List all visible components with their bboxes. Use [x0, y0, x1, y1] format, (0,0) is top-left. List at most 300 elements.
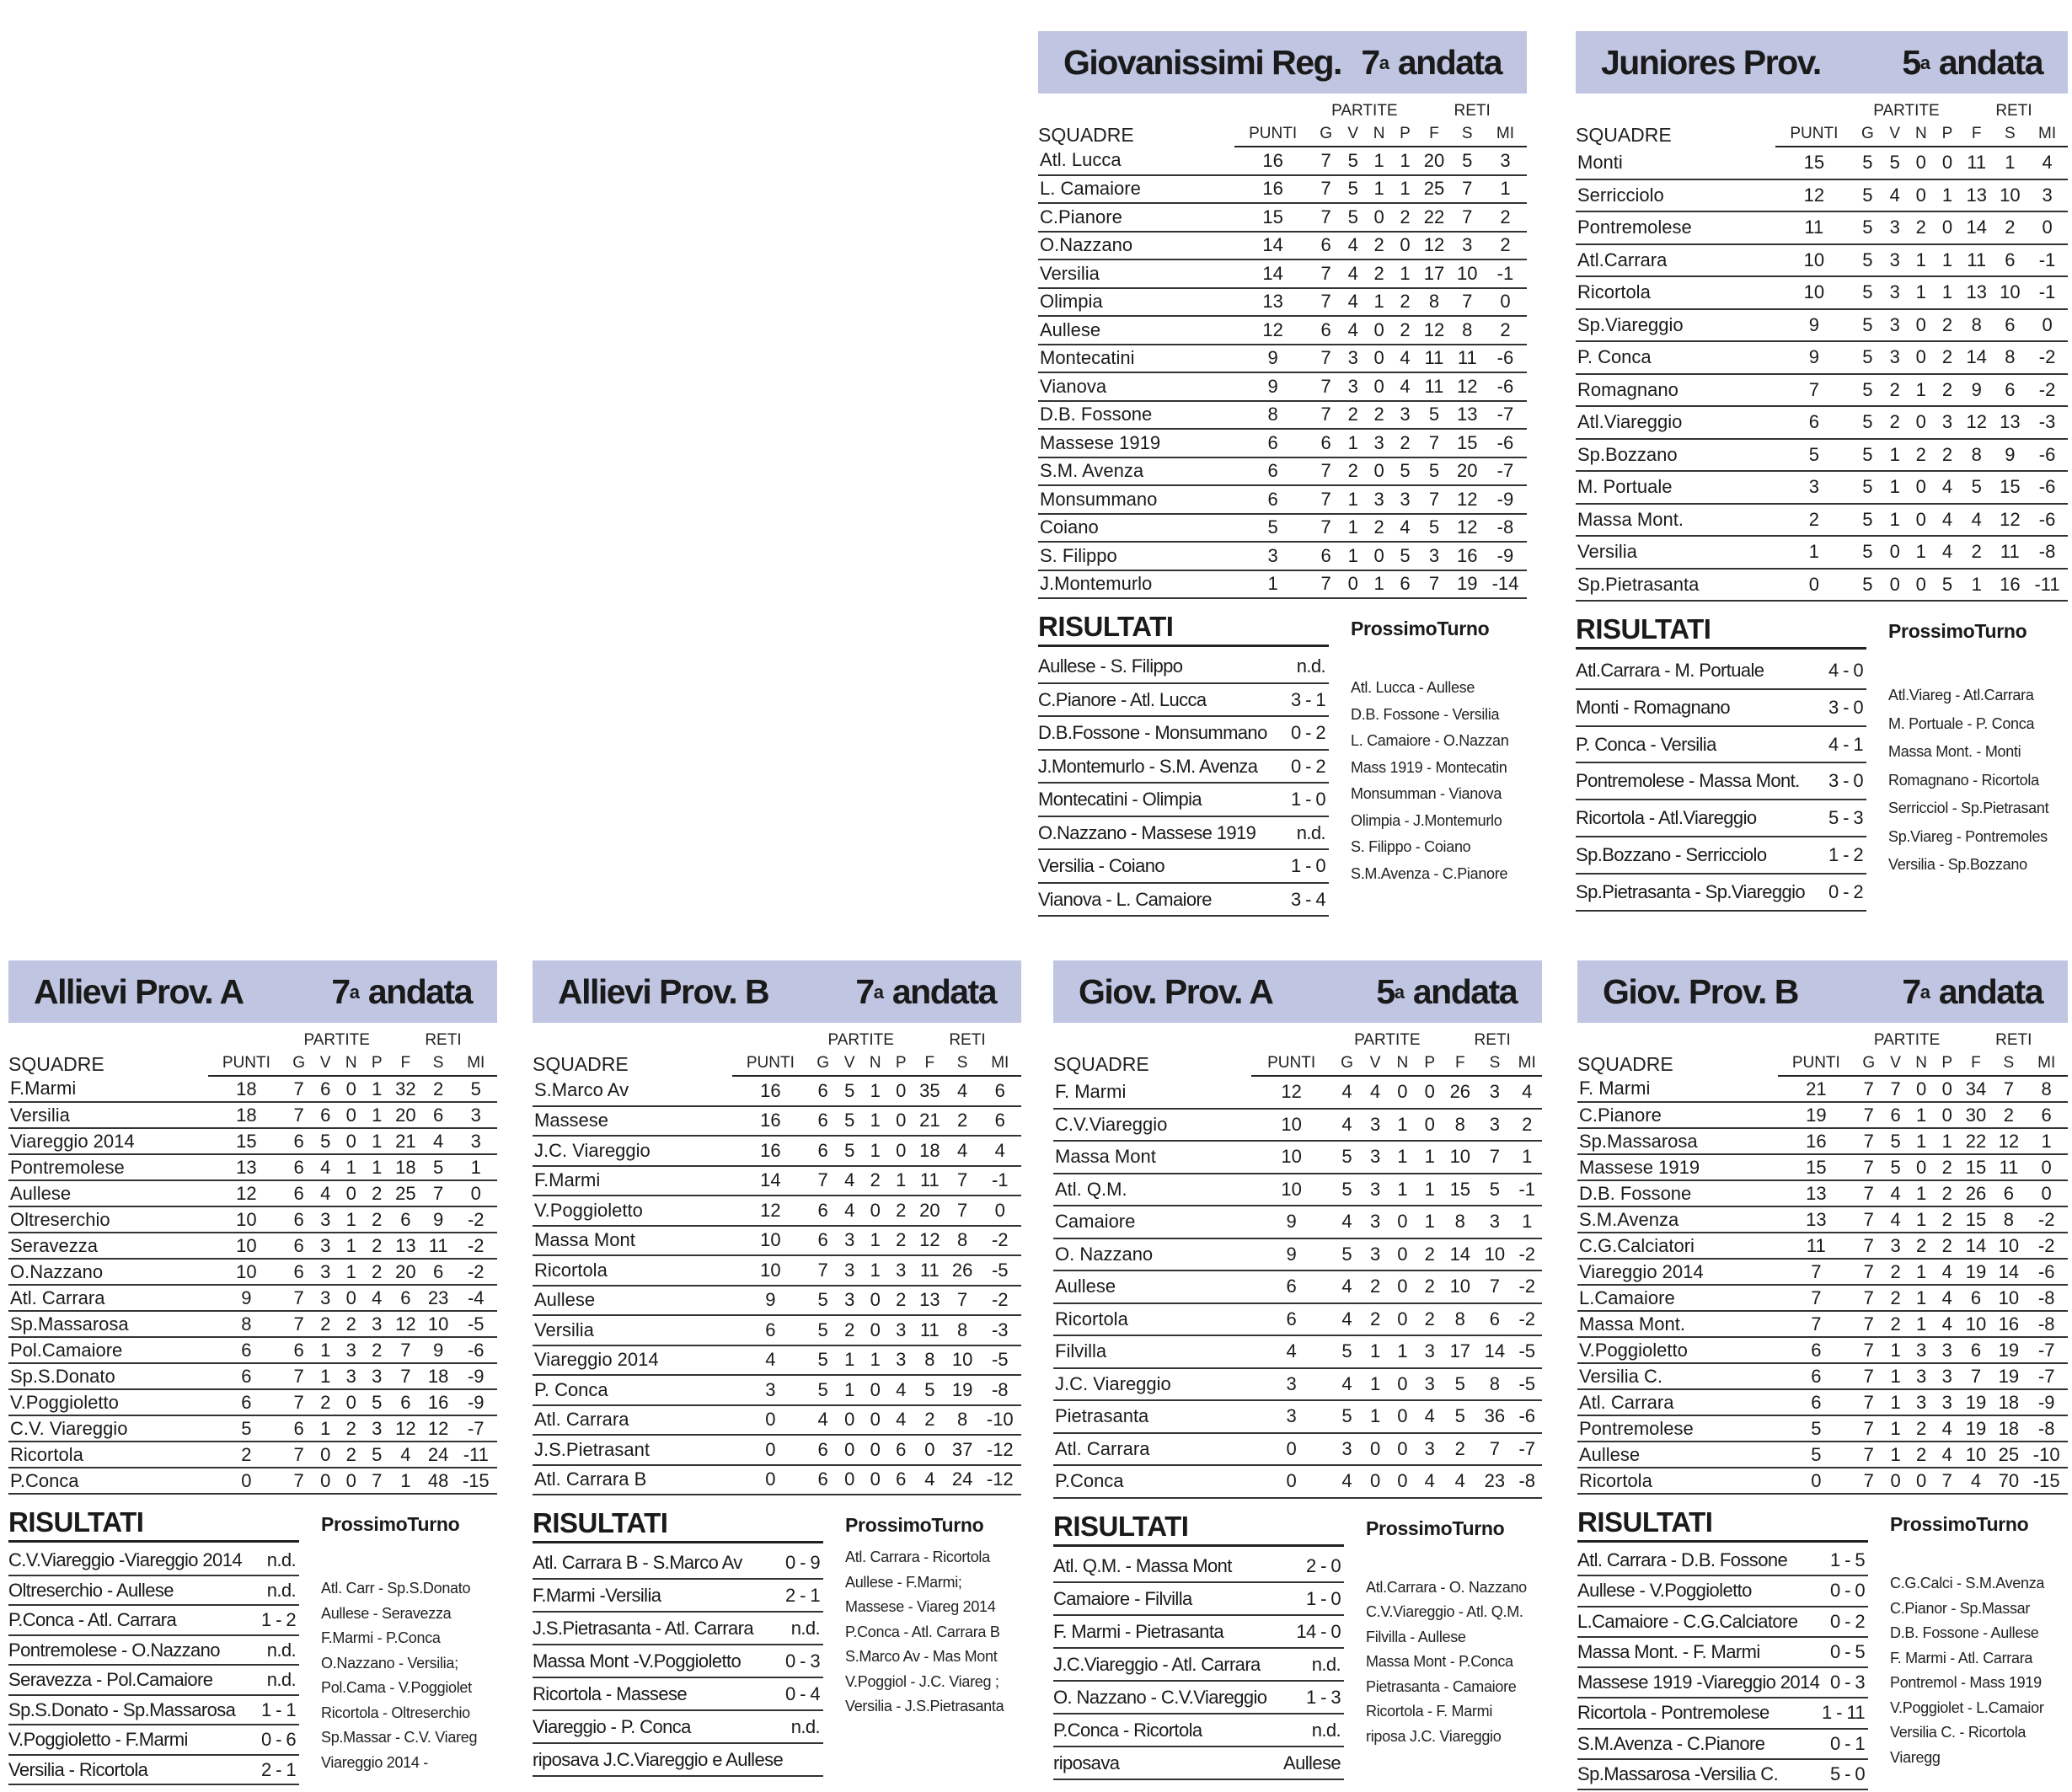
stat-cell: 18 — [1992, 1415, 2025, 1442]
stat-cell: 6 — [285, 1206, 313, 1233]
stat-cell: 2 — [365, 1180, 389, 1206]
column-header: P — [1393, 122, 1418, 147]
stat-cell: 6 — [1994, 374, 2027, 407]
stat-cell: 5 — [1853, 244, 1882, 277]
stat-cell: 2 — [1363, 1270, 1389, 1303]
stat-cell: 11 — [1451, 345, 1484, 373]
stat-cell: 16 — [1451, 542, 1484, 570]
column-header: S — [422, 1051, 455, 1076]
match: Atl. Q.M. - Massa Mont — [1053, 1554, 1232, 1576]
score: 0 - 1 — [1829, 1732, 1865, 1754]
stat-cell: 3 — [365, 1311, 389, 1337]
stat-cell: 10 — [208, 1259, 284, 1285]
stat-cell: 1 — [1393, 147, 1418, 175]
stat-cell: 3 — [313, 1259, 338, 1285]
team-name: Montecatini — [1038, 345, 1234, 373]
stat-cell: 14 — [1960, 211, 1994, 244]
stat-cell: 0 — [1908, 1154, 1935, 1180]
stat-cell: 13 — [1451, 401, 1484, 430]
stat-cell: 7 — [1417, 429, 1450, 457]
stat-cell: 7 — [1855, 1102, 1883, 1128]
stat-cell: 12 — [389, 1311, 422, 1337]
stat-cell: 26 — [1443, 1076, 1477, 1109]
stat-cell: 0 — [338, 1468, 365, 1494]
round-number: 5 — [1902, 42, 1920, 82]
reti-group-label: RETI — [1995, 1031, 2032, 1049]
stat-cell: 0 — [1882, 569, 1908, 602]
stat-cell: 0 — [913, 1435, 946, 1465]
stat-cell: 3 — [365, 1363, 389, 1389]
score: 0 - 2 — [1828, 880, 1863, 902]
stat-cell: -9 — [2025, 1389, 2068, 1415]
standings-row — [1038, 259, 1527, 288]
stat-cell: 2 — [889, 1286, 913, 1316]
stat-cell: 0 — [1251, 1465, 1332, 1498]
round-word: andata — [367, 971, 472, 1011]
stat-cell: 12 — [1234, 316, 1311, 345]
stat-cell: 10 — [1443, 1270, 1477, 1303]
score: 2 - 1 — [784, 1585, 820, 1606]
team-name: Massa Mont. — [1576, 504, 1775, 537]
stat-cell: 9 — [1251, 1206, 1332, 1238]
stat-cell: 1 — [338, 1233, 365, 1259]
stat-cell: -2 — [455, 1259, 497, 1285]
spacer — [1775, 100, 1853, 122]
stat-cell: 4 — [913, 1465, 946, 1495]
stat-cell: 7 — [1855, 1389, 1883, 1415]
round-label — [1361, 43, 1502, 83]
stat-cell: 5 — [809, 1375, 838, 1405]
stat-cell: 1 — [1908, 1128, 1935, 1154]
team-name: Vianova — [1038, 372, 1234, 401]
stat-cell: 7 — [285, 1076, 313, 1102]
stat-cell: 2 — [946, 1106, 979, 1137]
stat-cell: 8 — [1234, 401, 1311, 430]
column-header: PUNTI — [208, 1051, 284, 1076]
stat-cell: 4 — [1331, 1465, 1362, 1498]
match: Massa Mont -V.Poggioletto — [533, 1650, 742, 1672]
stat-cell: 7 — [285, 1285, 313, 1311]
squadre-header: SQUADRE — [8, 1053, 104, 1075]
stat-cell: 3 — [1882, 341, 1908, 374]
standings-table — [1577, 1030, 2068, 1495]
standings-row — [8, 1311, 497, 1337]
stat-cell: 4 — [1512, 1076, 1542, 1109]
stat-cell: 1 — [1882, 471, 1908, 504]
stat-cell: 1 — [889, 1166, 913, 1196]
standings-row — [533, 1465, 1021, 1495]
standings-row — [1577, 1154, 2068, 1180]
round-number: 7 — [331, 971, 350, 1011]
stat-cell: 7 — [285, 1442, 313, 1468]
next-match: Pietrasanta - Camaiore — [1366, 1677, 1517, 1695]
stat-cell: 2 — [365, 1337, 389, 1363]
section-giov-prov-b — [1577, 960, 2068, 1790]
stat-cell: 15 — [1994, 471, 2027, 504]
stat-cell: 0 — [1908, 309, 1935, 342]
stat-cell: 12 — [389, 1415, 422, 1442]
standings-row — [1577, 1415, 2068, 1442]
team-name: Sp.Pietrasanta — [1576, 569, 1775, 602]
stat-cell: 14 — [1477, 1335, 1512, 1368]
stat-cell: 5 — [1775, 439, 1853, 472]
standings-row — [1053, 1465, 1542, 1498]
stat-cell: 7 — [285, 1102, 313, 1128]
team-name: Ricortola — [1576, 276, 1775, 309]
stat-cell: 0 — [1908, 1468, 1935, 1494]
stat-cell: -15 — [455, 1468, 497, 1494]
standings-row — [1053, 1368, 1542, 1401]
stat-cell: 7 — [946, 1196, 979, 1226]
team-name: Sp.Massarosa — [1577, 1128, 1778, 1154]
stat-cell: 1 — [1883, 1389, 1908, 1415]
next-match: Massa Mont - P.Conca — [1366, 1653, 1513, 1670]
stat-cell: 12 — [1775, 179, 1853, 212]
next-match: F. Marmi - Atl. Carrara — [1890, 1649, 2033, 1666]
standings-row — [8, 1363, 497, 1389]
stat-cell: 4 — [946, 1076, 979, 1106]
column-header: V — [1883, 1051, 1908, 1076]
stat-cell: 7 — [285, 1389, 313, 1415]
standings-row — [533, 1226, 1021, 1256]
results-area — [1038, 611, 1527, 917]
stat-cell: 4 — [1935, 471, 1960, 504]
standings-row — [533, 1196, 1021, 1226]
stat-cell: -8 — [2025, 1415, 2068, 1442]
team-name: V.Poggioletto — [1577, 1337, 1778, 1363]
stat-cell: 24 — [946, 1465, 979, 1495]
next-match: Atl.Viareg - Atl.Carrara — [1888, 687, 2034, 703]
standings-row — [1053, 1270, 1542, 1303]
standings-row — [1577, 1285, 2068, 1311]
column-header: G — [1855, 1051, 1883, 1076]
team-name: Oltreserchio — [8, 1206, 208, 1233]
score: n.d. — [1311, 1653, 1341, 1675]
team-name: S.M.Avenza — [1577, 1206, 1778, 1233]
stat-cell: 2 — [1908, 211, 1935, 244]
standings-row — [1038, 232, 1527, 260]
round-word: andata — [1412, 971, 1517, 1011]
column-header: P — [1416, 1051, 1443, 1076]
team-name: L.Camaiore — [1577, 1285, 1778, 1311]
stat-cell: 0 — [1389, 1368, 1417, 1401]
score: n.d. — [266, 1549, 296, 1570]
round-ordinal: a — [1919, 51, 1930, 73]
score: 0 - 0 — [1829, 1580, 1865, 1602]
stat-cell: 12 — [1992, 1128, 2025, 1154]
stat-cell: 11 — [1960, 147, 1994, 179]
standings-row — [8, 1128, 497, 1154]
stat-cell: 5 — [1417, 457, 1450, 486]
score: 5 - 0 — [1829, 1763, 1865, 1785]
stat-cell: 3 — [1882, 211, 1908, 244]
stat-cell: 0 — [1882, 536, 1908, 569]
stat-cell: 5 — [455, 1076, 497, 1102]
stat-cell: 0 — [2025, 1154, 2068, 1180]
stat-cell: 25 — [1417, 175, 1450, 204]
stat-cell: 9 — [1775, 341, 1853, 374]
team-name: Camaiore — [1053, 1206, 1251, 1238]
stat-cell: 5 — [422, 1154, 455, 1180]
standings-row — [1053, 1109, 1542, 1142]
results-list — [1038, 611, 1329, 917]
stat-cell: 48 — [422, 1468, 455, 1494]
team-name: D.B. Fossone — [1038, 401, 1234, 430]
team-name: Monti — [1576, 147, 1775, 179]
column-header: G — [1853, 122, 1882, 147]
stat-cell: 8 — [1443, 1109, 1477, 1142]
stat-cell: 1 — [1341, 542, 1366, 570]
stat-cell: 5 — [1477, 1174, 1512, 1206]
stat-cell: 3 — [1363, 1141, 1389, 1174]
stat-cell: 15 — [1775, 147, 1853, 179]
stat-cell: 6 — [809, 1226, 838, 1256]
standings-row — [1038, 175, 1527, 204]
stat-cell: -6 — [2026, 439, 2068, 472]
stat-cell: 4 — [838, 1166, 862, 1196]
stat-cell: 5 — [1853, 309, 1882, 342]
stat-cell: 17 — [1417, 259, 1450, 288]
stat-cell: 14 — [1234, 259, 1311, 288]
column-header: S — [946, 1051, 979, 1076]
stat-cell: 9 — [208, 1285, 284, 1311]
team-name: J.S.Pietrasant — [533, 1435, 732, 1465]
standings-table — [1053, 1030, 1542, 1499]
results-area — [1577, 1506, 2068, 1790]
stat-cell: 3 — [2026, 179, 2068, 212]
team-name: Atl. Q.M. — [1053, 1174, 1251, 1206]
stat-cell: 2 — [1366, 514, 1393, 543]
result-row — [8, 1546, 299, 1576]
team-name: C.G.Calciatori — [1577, 1233, 1778, 1259]
stat-cell: 6 — [1992, 1180, 2025, 1206]
stat-cell: 0 — [862, 1435, 889, 1465]
stat-cell: 13 — [1960, 276, 1994, 309]
stat-cell: 18 — [1992, 1389, 2025, 1415]
result-row — [533, 1744, 823, 1777]
standings-row — [8, 1442, 497, 1468]
stat-cell: 11 — [1994, 536, 2027, 569]
stat-cell: 3 — [313, 1206, 338, 1233]
round-label — [855, 972, 996, 1012]
stat-cell: -2 — [2026, 374, 2068, 407]
stat-cell: 3 — [1935, 1389, 1959, 1415]
standings-row — [1577, 1102, 2068, 1128]
results-list — [1053, 1511, 1344, 1780]
match: Camaiore - Filvilla — [1053, 1587, 1192, 1609]
round-ordinal: a — [873, 981, 884, 1003]
stat-cell: -2 — [979, 1226, 1021, 1256]
result-row — [1577, 1760, 1868, 1790]
stat-cell: 37 — [946, 1435, 979, 1465]
stat-cell: 0 — [1389, 1433, 1417, 1466]
result-row — [533, 1613, 823, 1645]
stat-cell: 4 — [313, 1154, 338, 1180]
stat-cell: 19 — [1992, 1363, 2025, 1389]
match: Massese 1919 -Viareggio 2014 — [1577, 1672, 1820, 1693]
team-name: Sp.Viareggio — [1576, 309, 1775, 342]
stat-cell: 5 — [1331, 1238, 1362, 1271]
stat-cell: -1 — [1512, 1174, 1542, 1206]
stat-cell: 1 — [455, 1154, 497, 1180]
stat-cell: 2 — [1484, 316, 1527, 345]
stat-cell: 7 — [946, 1286, 979, 1316]
standings-row — [1053, 1433, 1542, 1466]
team-name: P. Conca — [533, 1375, 732, 1405]
column-group-row — [533, 1030, 1021, 1051]
stat-cell: 10 — [422, 1311, 455, 1337]
team-name: Serricciolo — [1576, 179, 1775, 212]
team-name: J.C. Viareggio — [1053, 1368, 1251, 1401]
stat-cell: 1 — [862, 1255, 889, 1286]
stat-cell: 11 — [1992, 1154, 2025, 1180]
standings-row — [1576, 341, 2068, 374]
team-name: F.Marmi — [8, 1076, 208, 1102]
stat-cell: 2 — [1935, 439, 1960, 472]
result-row — [1577, 1576, 1868, 1607]
stat-cell: 4 — [1935, 1285, 1959, 1311]
stat-cell: 4 — [1331, 1076, 1362, 1109]
standings-table — [1038, 100, 1527, 599]
standings-row — [1038, 203, 1527, 232]
stat-cell: 16 — [1994, 569, 2027, 602]
stat-cell: -5 — [455, 1311, 497, 1337]
standings-row — [1038, 485, 1527, 514]
stat-cell: 14 — [1992, 1259, 2025, 1285]
stat-cell: 3 — [838, 1255, 862, 1286]
stat-cell: 3 — [838, 1226, 862, 1256]
stat-cell: 0 — [1778, 1468, 1855, 1494]
column-group-row — [8, 1030, 497, 1051]
next-match: Mass 1919 - Montecatin — [1351, 758, 1507, 776]
result-row — [1577, 1638, 1868, 1668]
team-name: Pietrasanta — [1053, 1400, 1251, 1433]
next-match: Olimpia - J.Montemurlo — [1351, 811, 1502, 829]
stat-cell: -8 — [2025, 1311, 2068, 1337]
results-list — [8, 1506, 299, 1785]
standings-row — [533, 1315, 1021, 1345]
next-match: Massa Mont. - Monti — [1888, 743, 2021, 760]
team-name: D.B. Fossone — [1577, 1180, 1778, 1206]
team-name: Versilia C. — [1577, 1363, 1778, 1389]
stat-cell: 18 — [208, 1076, 284, 1102]
stat-cell: 9 — [422, 1337, 455, 1363]
stat-cell: 4 — [1393, 345, 1418, 373]
stat-cell: 6 — [809, 1076, 838, 1106]
stat-cell: 7 — [1855, 1311, 1883, 1337]
stat-cell: 6 — [1778, 1337, 1855, 1363]
column-header: P — [1935, 1051, 1959, 1076]
score: n.d. — [1311, 1719, 1341, 1741]
stat-cell: 6 — [889, 1465, 913, 1495]
standings-row — [1576, 276, 2068, 309]
stat-cell: 0 — [338, 1102, 365, 1128]
standings-row — [1038, 457, 1527, 486]
stat-cell: -4 — [455, 1285, 497, 1311]
stat-cell: 8 — [1443, 1303, 1477, 1336]
stat-cell: -5 — [1512, 1368, 1542, 1401]
stat-cell: 1 — [1389, 1335, 1417, 1368]
stat-cell: 2 — [1935, 374, 1960, 407]
stat-cell: 2 — [1883, 1285, 1908, 1311]
stat-cell: 0 — [1484, 288, 1527, 317]
section-title: Allievi Prov. A — [34, 971, 244, 1011]
stat-cell: 4 — [1959, 1468, 1992, 1494]
stat-cell: 36 — [1477, 1400, 1512, 1433]
team-name: J.Montemurlo — [1038, 570, 1234, 599]
column-header: PUNTI — [1775, 122, 1853, 147]
stat-cell: 2 — [1393, 203, 1418, 232]
stat-cell: 1 — [313, 1337, 338, 1363]
match: Atl. Carrara - D.B. Fossone — [1577, 1549, 1788, 1570]
results-heading: RISULTATI — [1053, 1511, 1344, 1547]
stat-cell: 0 — [1366, 203, 1393, 232]
next-match: Versilia - Sp.Bozzano — [1888, 856, 2027, 873]
team-name: Massese 1919 — [1577, 1154, 1778, 1180]
stat-cell: 16 — [422, 1389, 455, 1415]
column-header: S — [1477, 1051, 1512, 1076]
stat-cell: 10 — [1451, 259, 1484, 288]
stat-cell: 13 — [389, 1233, 422, 1259]
stat-cell: 21 — [913, 1106, 946, 1137]
result-row — [533, 1580, 823, 1613]
stat-cell: -2 — [2025, 1233, 2068, 1259]
stat-cell: 8 — [208, 1311, 284, 1337]
stat-cell: 0 — [838, 1435, 862, 1465]
column-header: N — [1908, 122, 1935, 147]
stat-cell: 6 — [979, 1076, 1021, 1106]
stat-cell: 5 — [913, 1375, 946, 1405]
stat-cell: 3 — [1775, 471, 1853, 504]
column-header: PUNTI — [1234, 122, 1311, 147]
round-word: andata — [1938, 42, 2043, 82]
stat-cell: 7 — [1311, 175, 1341, 204]
stat-cell: 3 — [1251, 1400, 1332, 1433]
stat-cell: 6 — [285, 1337, 313, 1363]
stat-cell: 2 — [365, 1206, 389, 1233]
stat-cell: 4 — [1363, 1076, 1389, 1109]
match: riposava — [1053, 1752, 1120, 1773]
stat-cell: 18 — [422, 1363, 455, 1389]
next-round — [1868, 1506, 2068, 1790]
stat-cell: 12 — [1994, 504, 2027, 537]
stat-cell: 1 — [1389, 1174, 1417, 1206]
round-number: 7 — [1902, 971, 1920, 1011]
stat-cell: 0 — [1908, 504, 1935, 537]
stat-cell: 1 — [1908, 244, 1935, 277]
column-header: P — [365, 1051, 389, 1076]
team-name: F.Marmi — [533, 1166, 732, 1196]
stat-cell: 11 — [1417, 372, 1450, 401]
team-name: P.Conca — [8, 1468, 208, 1494]
match: Atl.Carrara - M. Portuale — [1576, 660, 1764, 681]
round-number: 7 — [1361, 42, 1379, 82]
squadre-header: SQUADRE — [1038, 124, 1134, 146]
team-name: Aullese — [8, 1180, 208, 1206]
stat-cell: 1 — [1389, 1141, 1417, 1174]
team-name: C.Pianore — [1577, 1102, 1778, 1128]
stat-cell: 3 — [1366, 485, 1393, 514]
next-match: Sp.Massar - C.V. Viareg — [321, 1729, 478, 1746]
stat-cell: 0 — [1908, 569, 1935, 602]
result-row — [1576, 800, 1866, 837]
stat-cell: 2 — [1935, 309, 1960, 342]
results-list — [1577, 1506, 1868, 1790]
team-name: Atl. Carrara — [1577, 1389, 1778, 1415]
stat-cell: -8 — [1484, 514, 1527, 543]
column-header: N — [862, 1051, 889, 1076]
team-name: L. Camaiore — [1038, 175, 1234, 204]
